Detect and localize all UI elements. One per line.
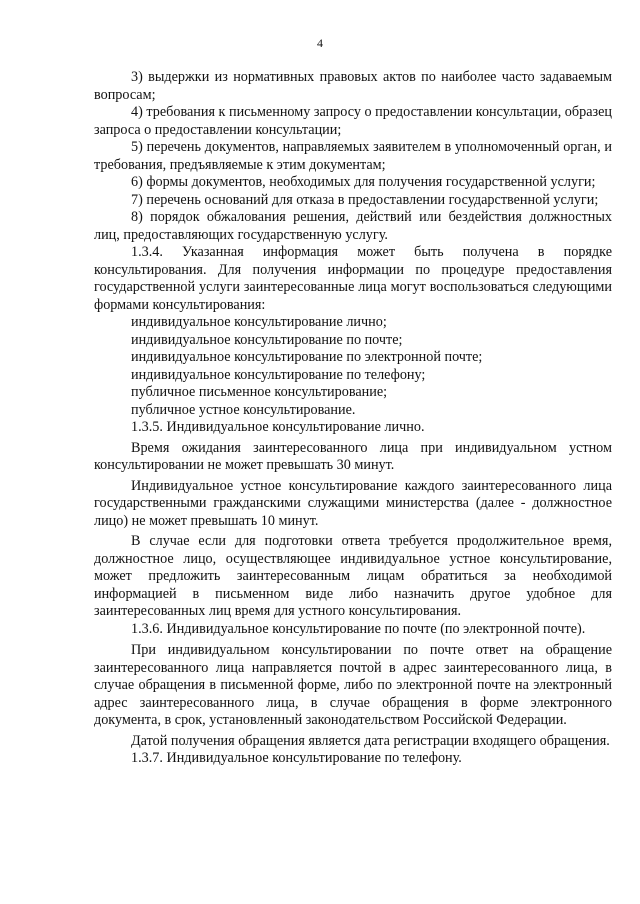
paragraph: При индивидуальном консультировании по почте ответ на обращение заинтересованного лица направляется почтой в адрес заинтересованного лица, в случае обращения в письменной форме, либо по электронной почте на электронный адрес заинтересованного лица, в случае обращения в форме электронного документа, в срок, установленный законодательством Российской Федерации. (94, 642, 612, 728)
list-item: индивидуальное консультирование по электронной почте; (131, 349, 483, 365)
list-item: индивидуальное консультирование по телефону; (131, 366, 426, 383)
paragraph: 3) выдержки из нормативных правовых актов по наиболее часто задаваемым вопросам; (94, 69, 612, 103)
paragraph: 6) формы документов, необходимых для получения государственной услуги; (131, 174, 596, 190)
list-item: индивидуальное консультирование по почте; (131, 331, 403, 348)
list-item: индивидуальное консультирование лично; (131, 314, 387, 330)
page-number: 4 (317, 36, 323, 50)
paragraph: 8) порядок обжалования решения, действий или бездействия должностных лиц, предоставляющих государственную услугу. (94, 209, 612, 243)
paragraph: 4) требования к письменному запросу о предоставлении консультации, образец запроса о предоставлении консультации; (94, 104, 612, 138)
paragraph: 7) перечень оснований для отказа в предоставлении государственной услуги; (131, 191, 599, 208)
section-heading: 1.3.6. Индивидуальное консультирование по почте (по электронной почте). (131, 620, 586, 637)
paragraph: Время ожидания заинтересованного лица при индивидуальном устном консультировании не может превышать 30 минут. (94, 439, 612, 473)
paragraph: 5) перечень документов, направляемых заявителем в уполномоченный орган, и требования, предъявляемые к этим документам; (94, 139, 612, 173)
list-item: публичное устное консультирование. (131, 401, 356, 418)
paragraph: Индивидуальное устное консультирование каждого заинтересованного лица государственными гражданскими служащими министерства (далее - должностное лицо) не может превышать 10 минут. (94, 477, 612, 529)
paragraph: Датой получения обращения является дата регистрации входящего обращения. (131, 732, 610, 749)
section-heading: 1.3.7. Индивидуальное консультирование по телефону. (131, 750, 462, 766)
list-item: публичное письменное консультирование; (131, 384, 388, 400)
document-body (94, 69, 612, 768)
paragraph: В случае если для подготовки ответа требуется продолжительное время, должностное лицо, осуществляющее индивидуальное устное консультирование, может предложить заинтересованным лицам обратиться за необходимой информацией в письменном виде либо назначить другое удобное для заинтересованных лиц время для устного консультирования. (94, 533, 612, 619)
section-heading: 1.3.5. Индивидуальное консультирование лично. (131, 419, 425, 435)
paragraph: 1.3.4. Указанная информация может быть получена в порядке консультирования. Для получения информации по процедуре предоставления государственной услуги заинтересованные лица могут воспользоваться следующими формами консультирования: (94, 244, 612, 313)
